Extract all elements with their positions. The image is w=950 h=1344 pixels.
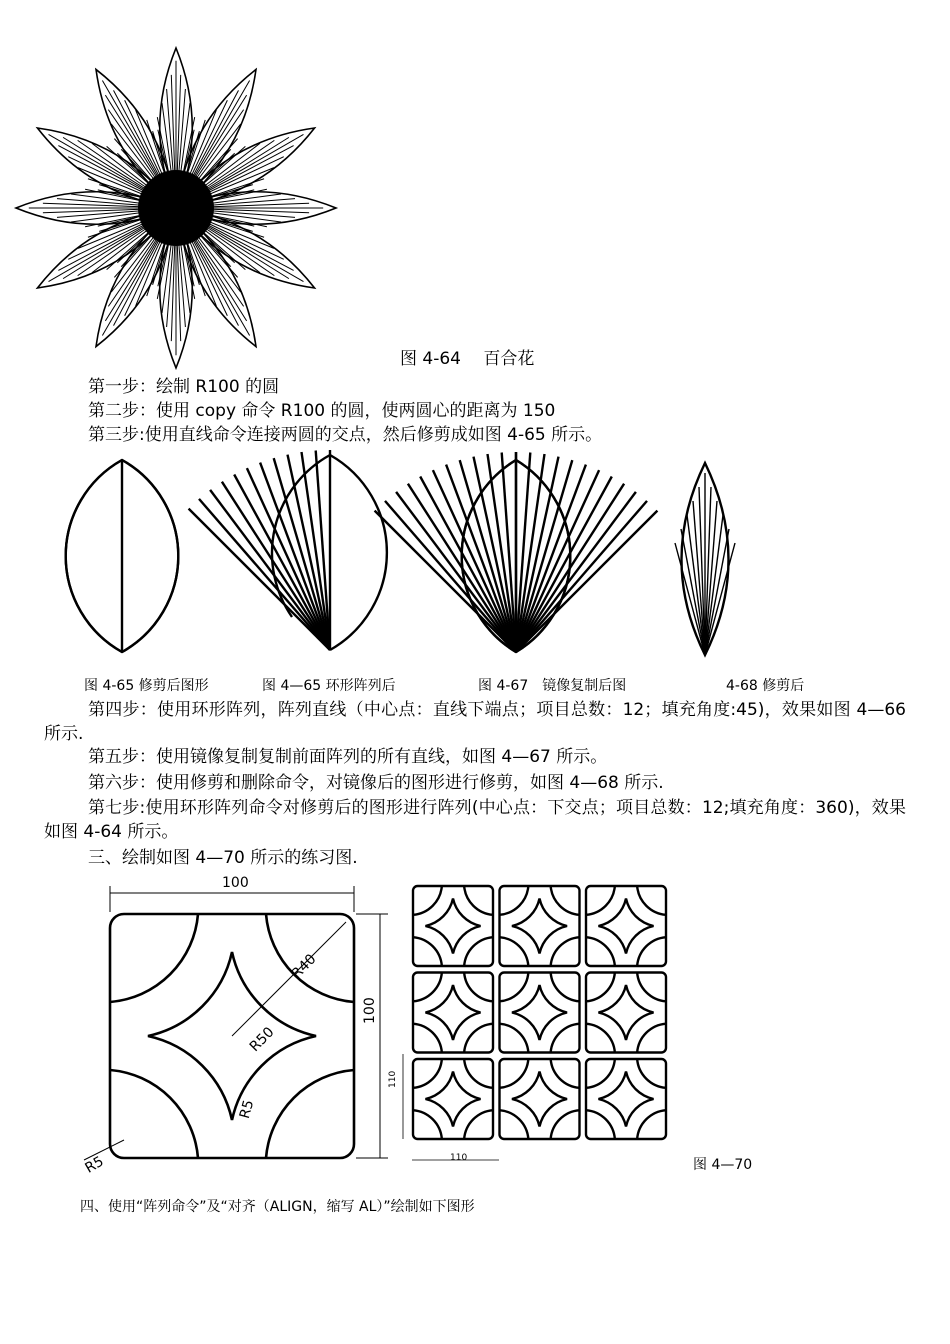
corner-arc-br — [464, 937, 493, 966]
inner-star — [598, 985, 653, 1040]
half-lens-right — [330, 455, 387, 650]
inner-star — [512, 985, 567, 1040]
caption-fig-4-67: 图 4-67 镜像复制后图 — [478, 678, 627, 694]
inner-star — [425, 985, 480, 1040]
step-7: 第七步:使用环形阵列命令对修剪后的图形进行阵列(中心点：下交点；项目总数：12;填充角度：360)，效果如图 4-64 所示。 — [44, 798, 906, 842]
corner-arc-br — [637, 1024, 666, 1053]
grid-tile — [500, 1059, 580, 1139]
corner-arc-br — [464, 1110, 493, 1139]
step-6: 第六步：使用修剪和删除命令，对镜像后的图形进行修剪，如图 4—68 所示. — [88, 773, 664, 793]
corner-arc-bl — [586, 1024, 615, 1053]
inner-star — [512, 1071, 567, 1126]
mirror-array-line — [516, 477, 612, 653]
inner-star — [598, 1071, 653, 1126]
caption-fig-4-68: 4-68 修剪后 — [726, 678, 805, 694]
dim-r40: R40 — [288, 951, 320, 983]
corner-arc-tl — [500, 1059, 529, 1088]
tile-border — [586, 886, 666, 966]
inner-star — [425, 898, 480, 953]
grid-tile — [413, 1059, 493, 1139]
step-2: 第二步：使用 copy 命令 R100 的圆，使两圆心的距离为 150 — [88, 401, 556, 421]
corner-arc-tr — [637, 973, 666, 1002]
corner-arc-br — [551, 1024, 580, 1053]
tile-border — [500, 973, 580, 1053]
grid-tile — [500, 973, 580, 1053]
step-4: 第四步：使用环形阵列，阵列直线（中心点：直线下端点；项目总数：12；填充角度:45)，效果如图 4—66 所示. — [44, 700, 906, 744]
grid-tile — [586, 1059, 666, 1139]
section-4-heading: 四、使用“阵列命令”及“对齐（ALIGN，缩写 AL）”绘制如下图形 — [80, 1199, 475, 1215]
corner-arc-tr — [464, 1059, 493, 1088]
dim-grid-height-110: 110 — [388, 1070, 398, 1088]
corner-arc-bl — [586, 937, 615, 966]
corner-arc-tl — [110, 914, 198, 1002]
grid-tile — [500, 886, 580, 966]
dim-right-100: 100 — [362, 997, 378, 1024]
dim-r5-corner: R5 — [82, 1153, 107, 1177]
tile-border — [413, 973, 493, 1053]
step-5: 第五步：使用镜像复制复制前面阵列的所有直线，如图 4—67 所示。 — [88, 747, 608, 767]
corner-arc-br — [266, 1070, 354, 1158]
tile-border — [586, 1059, 666, 1139]
inner-star — [512, 898, 567, 953]
corner-arc-tl — [586, 973, 615, 1002]
corner-arc-tr — [464, 886, 493, 915]
tile-grid-drawing — [395, 880, 675, 1170]
corner-arc-tr — [551, 1059, 580, 1088]
corner-arc-tr — [637, 1059, 666, 1088]
inner-star — [598, 898, 653, 953]
corner-arc-br — [637, 937, 666, 966]
corner-arc-br — [464, 1024, 493, 1053]
caption-fig-4-65: 图 4-65 修剪后图形 — [84, 678, 209, 694]
corner-arc-tr — [464, 973, 493, 1002]
lily-flower-figure — [82, 43, 272, 373]
caption-fig-4-66: 图 4—65 环形阵列后 — [262, 678, 396, 694]
corner-arc-bl — [500, 1110, 529, 1139]
corner-arc-bl — [500, 937, 529, 966]
tile-border — [413, 886, 493, 966]
corner-arc-tr — [551, 886, 580, 915]
step-1: 第一步：绘制 R100 的圆 — [88, 377, 280, 397]
inner-star — [425, 1071, 480, 1126]
corner-arc-tl — [586, 886, 615, 915]
dim-r5-inner: R5 — [236, 1098, 258, 1121]
dimensioned-tile-drawing — [76, 870, 396, 1170]
dim-r50: R50 — [246, 1024, 278, 1056]
corner-arc-tl — [413, 1059, 442, 1088]
tile-border — [413, 1059, 493, 1139]
grid-tile — [413, 973, 493, 1053]
tile-border — [500, 1059, 580, 1139]
tile-border — [586, 973, 666, 1053]
corner-arc-br — [551, 937, 580, 966]
step-3: 第三步:使用直线命令连接两圆的交点，然后修剪成如图 4-65 所示。 — [88, 425, 603, 445]
figure-64-caption: 图 4-64 百合花 — [400, 349, 535, 369]
array-line — [234, 475, 330, 651]
figure-70-caption: 图 4—70 — [693, 1157, 753, 1173]
petal-construction-figures — [0, 450, 950, 665]
corner-arc-tr — [551, 973, 580, 1002]
mirror-array-line — [420, 477, 516, 653]
section-3-heading: 三、绘制如图 4—70 所示的练习图. — [88, 848, 358, 868]
corner-arc-tl — [500, 973, 529, 1002]
corner-arc-bl — [413, 937, 442, 966]
grid-tile — [586, 886, 666, 966]
corner-arc-bl — [413, 1024, 442, 1053]
corner-arc-br — [637, 1110, 666, 1139]
tile-border — [500, 886, 580, 966]
grid-tile — [586, 973, 666, 1053]
corner-arc-tl — [586, 1059, 615, 1088]
radius-leader — [232, 922, 346, 1036]
grid-tile — [413, 886, 493, 966]
dim-grid-width-110: 110 — [450, 1153, 468, 1163]
corner-arc-tl — [413, 886, 442, 915]
corner-arc-bl — [110, 1070, 198, 1158]
corner-arc-bl — [413, 1110, 442, 1139]
dim-top-100: 100 — [222, 875, 249, 891]
corner-arc-tl — [413, 973, 442, 1002]
corner-arc-tl — [500, 886, 529, 915]
corner-arc-tr — [637, 886, 666, 915]
corner-arc-bl — [586, 1110, 615, 1139]
corner-arc-br — [551, 1110, 580, 1139]
corner-arc-bl — [500, 1024, 529, 1053]
